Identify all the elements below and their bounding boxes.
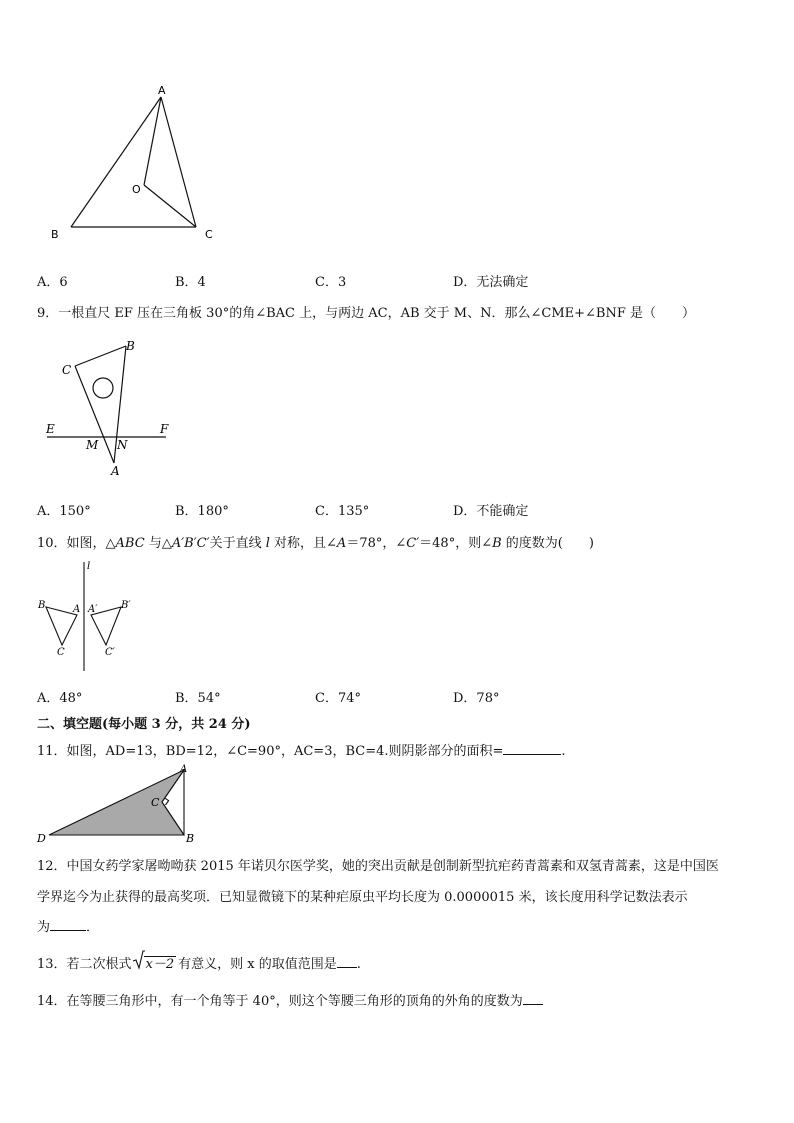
segment-ab [71,97,161,227]
label-a: A [73,604,81,615]
label-b: B [38,600,46,611]
q12-line3-end: ． [86,920,100,935]
q10-option-b: B．54° [175,691,221,706]
q10-mid3: 对称，且∠ [269,536,337,551]
q10-angle-b: B [492,536,502,551]
label-o: O [132,183,141,196]
figure-q9 [40,335,180,480]
q10-mid2: 关于直线 [209,536,266,551]
q12-line-2: 学界迄今为止获得的最高奖项．已知显微镜下的某种疟原虫平均长度为 0.0000015 米，该长度用科学记数法表示 [37,890,688,905]
q12-line-1: 12．中国女药学家屠呦呦获 2015 年诺贝尔医学奖，她的突出贡献是创制新型抗疟药青蒿素和双氢青蒿素，这是中国医 [37,859,719,874]
figure-q10 [36,558,146,673]
q10-option-a: A．48° [37,691,83,706]
q14-question-text [37,990,543,1009]
q8-option-c: C．3 [315,275,347,290]
label-a-prime: A′ [88,604,98,615]
q10-mid4: ＝78°，∠ [346,536,407,551]
q10-mid1: 与 [144,536,162,551]
label-f: F [160,422,169,436]
q12-line3-prefix: 为 [37,920,51,935]
q9-option-a: A．150° [37,504,91,519]
label-n: N [117,438,128,452]
label-b: B [186,832,195,845]
q9-option-c: C．135° [315,504,370,519]
q9-option-b: B．180° [175,504,229,519]
segment-ca [161,97,196,227]
q10-option-d: D．78° [453,691,500,706]
segment-oc [144,185,196,227]
q13-answer-blank[interactable] [337,955,357,968]
shaded-region [49,770,184,835]
label-c: C [62,363,72,377]
q9-option-d: D．不能确定 [453,504,529,519]
q10-angle-a: A [336,536,347,551]
label-c: C [151,796,160,809]
label-a: A [111,464,120,478]
sqrt-expression [132,953,177,972]
q10-angle-c-prime: C′ [406,536,420,551]
q13-prefix: 13．若二次根式 [37,957,132,972]
q14-text: 14．在等腰三角形中，有一个角等于 40°，则这个等腰三角形的顶角的外角的度数为 [37,994,523,1009]
label-l: l [87,561,91,572]
label-d: D [37,832,46,845]
label-c: C [57,647,65,658]
q13-question-text [37,953,361,972]
radical-sign-icon [132,950,145,970]
label-b: B [51,228,59,241]
q11-question-text [37,740,566,759]
label-e: E [46,422,55,436]
q12-line-3 [37,916,99,935]
q10-option-c: C．74° [315,691,361,706]
label-c-prime: C′ [105,647,115,658]
label-b: B [126,339,135,353]
q13-end: . [356,957,361,972]
q13-radicand: x－2 [145,957,175,972]
section-title-fill-in: 二、填空题(每小题 3 分，共 24 分) [37,717,251,732]
q10-question-text [37,532,594,551]
triangle-side-cb [75,346,126,366]
q8-option-b: B．4 [175,275,206,290]
q10-suffix: 的度数为( ) [501,536,594,551]
q10-prefix: 10．如图， [37,536,106,551]
q11-answer-blank[interactable] [503,742,561,755]
q11-end: . [561,744,566,759]
q10-line-l: l [265,536,270,551]
figure-q11 [36,763,201,845]
label-c: C [205,228,213,241]
label-b-prime: B′ [121,600,131,611]
q14-answer-blank[interactable] [523,992,543,1005]
label-a: A [158,84,166,97]
q10-mid5: ＝48°，则∠ [419,536,493,551]
q9-question-text: 9．一根直尺 EF 压在三角板 30°的角∠BAC 上，与两边 AC，AB 交于 M、N．那么∠CME+∠BNF 是（ ） [37,306,695,321]
q13-suffix: 有意义，则 x 的取值范围是 [178,957,337,972]
q8-option-d: D．无法确定 [453,275,529,290]
label-a: A [180,764,188,775]
q10-triangle-abc: △ABC [105,536,145,551]
figure-q8 [40,80,240,250]
label-m: M [86,438,99,452]
q12-answer-blank[interactable] [50,918,86,931]
triangle-hole [93,378,113,398]
q11-text: 11．如图，AD=13，BD=12，∠C=90°，AC=3，BC=4.则阴影部分的面积= [37,744,504,759]
right-angle-mark [165,798,169,805]
q8-option-a: A．6 [37,275,68,290]
q10-triangle-abc-prime: △A′B′C′ [161,536,210,551]
